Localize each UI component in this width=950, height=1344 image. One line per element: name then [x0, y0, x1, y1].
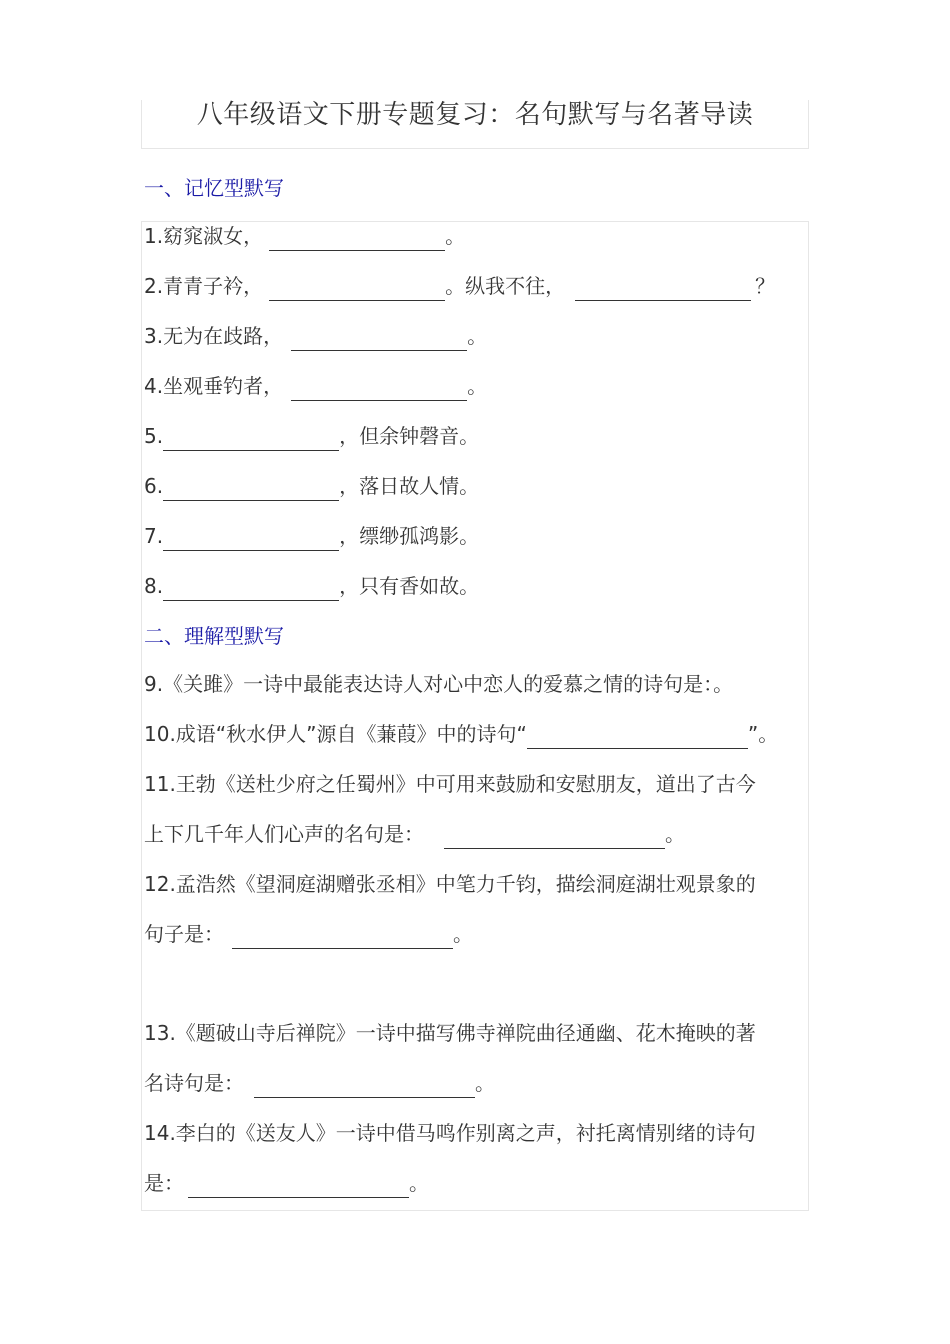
question-12-cont [144, 920, 473, 949]
answer-blank[interactable] [188, 1175, 409, 1198]
question-text: 12.孟浩然《望洞庭湖赠张丞相》中笔力千钧，描绘洞庭湖壮观景象的 [144, 872, 756, 896]
question-text: 。 [467, 324, 488, 348]
question-9 [144, 670, 733, 698]
answer-blank[interactable] [163, 428, 339, 451]
question-text: ”。 [747, 722, 779, 746]
question-text: ？ [755, 274, 776, 298]
answer-blank[interactable] [163, 578, 339, 601]
answer-blank[interactable] [444, 826, 665, 849]
answer-blank[interactable] [232, 926, 453, 949]
question-text: 。 [665, 822, 685, 846]
section-heading-memory: 一、记忆型默写 [144, 176, 284, 200]
question-12 [144, 870, 756, 898]
question-text: 1.窈窕淑女， [144, 224, 264, 248]
questions-frame [141, 221, 809, 1211]
answer-blank[interactable] [254, 1075, 475, 1098]
answer-blank[interactable] [291, 378, 467, 401]
question-text: 。纵我不往， [445, 274, 566, 298]
question-8 [144, 572, 479, 601]
question-2 [144, 272, 775, 301]
question-text: 7. [144, 524, 164, 548]
question-text: 。 [475, 1071, 495, 1095]
answer-blank[interactable] [163, 478, 339, 501]
question-text: 14.李白的《送友人》一诗中借马鸣作别离之声，衬托离情别绪的诗句 [144, 1121, 756, 1145]
question-text: 2.青青子衿， [144, 274, 264, 298]
answer-blank[interactable] [269, 228, 445, 251]
question-text: 13.《题破山寺后禅院》一诗中描写佛寺禅院曲径通幽、花木掩映的著 [144, 1021, 756, 1045]
section-heading-understanding: 二、理解型默写 [144, 624, 284, 648]
answer-blank[interactable] [269, 278, 445, 301]
answer-blank[interactable] [575, 278, 751, 301]
question-14-cont [144, 1169, 429, 1198]
question-text: 句子是： [144, 922, 224, 946]
question-6 [144, 472, 479, 501]
question-text: 6. [144, 474, 164, 498]
question-text: 3.无为在歧路， [144, 324, 284, 348]
answer-blank[interactable] [291, 328, 467, 351]
question-text: 。 [445, 224, 466, 248]
question-text: ，落日故人情。 [339, 474, 480, 498]
question-text: 5. [144, 424, 164, 448]
question-13-cont [144, 1069, 495, 1098]
question-text: ，缥缈孤鸿影。 [339, 524, 480, 548]
question-text: 。 [409, 1171, 429, 1195]
question-text: 。 [467, 374, 488, 398]
question-11-cont [144, 820, 685, 849]
page-title: 八年级语文下册专题复习：名句默写与名著导读 [196, 100, 754, 130]
question-10 [144, 720, 778, 749]
question-text: 是： [144, 1171, 184, 1195]
question-text: 名诗句是： [144, 1071, 244, 1095]
question-1 [144, 222, 465, 251]
question-text: 8. [144, 574, 164, 598]
answer-blank[interactable] [527, 726, 748, 749]
question-text: 10.成语“秋水伊人”源自《蒹葭》中的诗句“ [144, 722, 527, 746]
question-text: 。 [453, 922, 473, 946]
question-5 [144, 422, 479, 451]
question-text: 上下几千年人们心声的名句是： [144, 822, 424, 846]
answer-blank[interactable] [163, 528, 339, 551]
question-4 [144, 372, 487, 401]
question-11 [144, 770, 756, 798]
question-3 [144, 322, 487, 351]
question-text: 4.坐观垂钓者， [144, 374, 284, 398]
question-14 [144, 1119, 756, 1147]
question-text: 9.《关雎》一诗中最能表达诗人对心中恋人的爱慕之情的诗句是：。 [144, 672, 734, 696]
question-text: ，只有香如故。 [339, 574, 480, 598]
question-13 [144, 1019, 756, 1047]
question-text: ，但余钟磬音。 [339, 424, 480, 448]
question-text: 11.王勃《送杜少府之任蜀州》中可用来鼓励和安慰朋友，道出了古今 [144, 772, 756, 796]
question-7 [144, 522, 479, 551]
